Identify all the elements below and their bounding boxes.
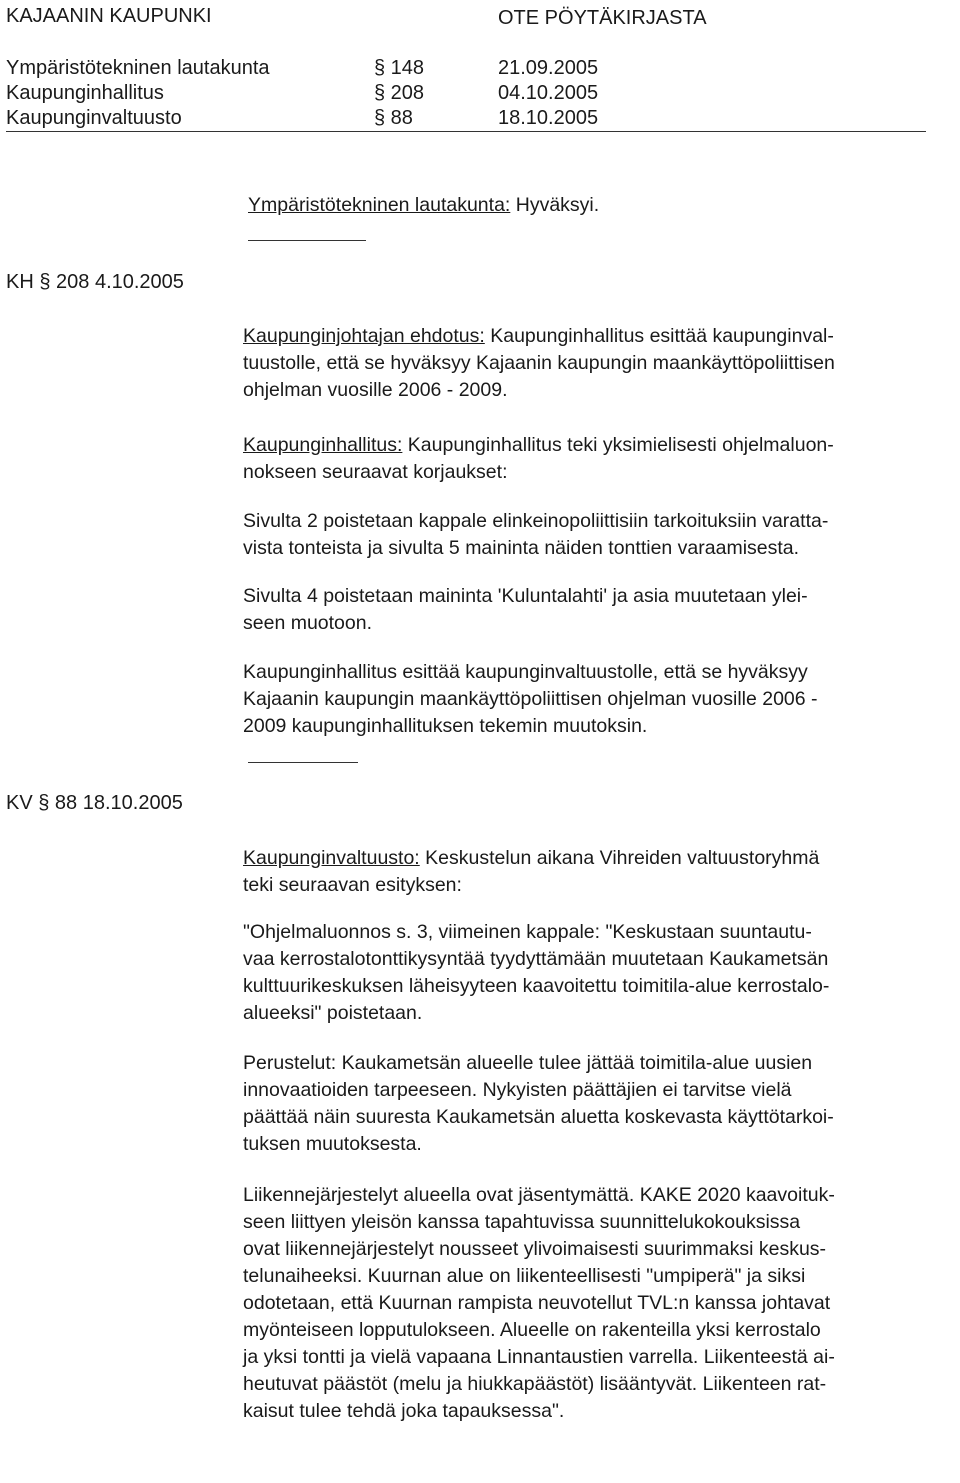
council-label: Kaupunginvaltuusto: [243, 847, 420, 869]
correction-paragraph-2 [243, 583, 943, 637]
quote-line: vaa kerrostalotonttikysyntää tyydyttämään muutetaan Kaukametsän [243, 948, 829, 970]
city-board-decision [243, 432, 943, 486]
meeting-date-1: 21.09.2005 [498, 57, 599, 79]
city-board-label: Kaupunginhallitus: [243, 434, 403, 456]
body-name-2: Kaupunginhallitus [6, 82, 164, 104]
mayor-proposal-line: tuustolle, että se hyväksyy Kajaanin kaupungin maankäyttöpoliittisen [243, 352, 835, 374]
paragraph-line: Sivulta 2 poistetaan kappale elinkeinopoliittisiin tarkoituksiin varatta- [243, 510, 829, 532]
section-number-2: § 208 [374, 82, 425, 104]
reason-line: innovaatioiden tarpeeseen. Nykyisten päättäjien ei tarvitse vielä [243, 1079, 792, 1101]
section-number-3: § 88 [374, 107, 413, 129]
paragraph-line: seen muotoon. [243, 612, 373, 634]
paragraph-line: Kaupunginhallitus esittää kaupunginvaltuustolle, että se hyväksyy [243, 661, 808, 683]
body-name-1: Ympäristötekninen lautakunta [6, 57, 270, 79]
kv-reference: KV § 88 18.10.2005 [6, 792, 183, 814]
kh-reference: KH § 208 4.10.2005 [6, 271, 184, 293]
council-intro [243, 845, 943, 899]
city-board-proposal [243, 659, 943, 740]
meeting-date-3: 18.10.2005 [498, 107, 599, 129]
mayor-proposal-line: ohjelman vuosille 2006 - 2009. [243, 379, 508, 401]
city-board-line: Kaupunginhallitus teki yksimielisesti ohjelmaluon- [402, 434, 834, 456]
city-board-line: nokseen seuraavat korjaukset: [243, 461, 508, 483]
quote-line: "Ohjelmaluonnos s. 3, viimeinen kappale: "Keskustaan suuntautu- [243, 921, 812, 943]
reason-line: Perustelut: Kaukametsän alueelle tulee jättää toimitila-alue uusien [243, 1052, 813, 1074]
proposal-reasoning [243, 1050, 943, 1158]
header-divider [6, 131, 926, 132]
environment-board-label: Ympäristötekninen lautakunta: [248, 194, 511, 216]
body-name-3: Kaupunginvaltuusto [6, 107, 182, 129]
traffic-line: heutuvat päästöt (melu ja hiukkapäästöt) lisääntyvät. Liikenteen rat- [243, 1373, 827, 1395]
mayor-proposal-line: Kaupunginhallitus esittää kaupunginval- [484, 325, 834, 347]
traffic-line: ovat liikennejärjestelyt nousseet ylivoimaisesti suurimmaksi keskus- [243, 1238, 827, 1260]
traffic-line: kaisut tulee tehdä joka tapauksessa". [243, 1400, 565, 1422]
meeting-date-2: 04.10.2005 [498, 82, 599, 104]
quote-line: alueeksi" poistetaan. [243, 1002, 423, 1024]
paragraph-line: Kajaanin kaupungin maankäyttöpoliittisen ohjelman vuosille 2006 - [243, 688, 818, 710]
paragraph-line: vista tonteista ja sivulta 5 maininta näiden tonttien varaamisesta. [243, 537, 800, 559]
environment-board-decision [248, 192, 599, 219]
council-line: teki seuraavan esityksen: [243, 874, 462, 896]
paragraph-line: 2009 kaupunginhallituksen tekemin muutoksin. [243, 715, 648, 737]
document-type: OTE PÖYTÄKIRJASTA [498, 7, 707, 29]
correction-paragraph-1 [243, 508, 943, 562]
traffic-line: odotetaan, että Kuurnan rampista neuvotellut TVL:n kanssa johtavat [243, 1292, 831, 1314]
environment-board-text: Hyväksyi. [510, 194, 600, 216]
quote-line: kulttuurikeskuksen läheisyyteen kaavoitettu toimitila-alue kerrostalo- [243, 975, 830, 997]
section-number-1: § 148 [374, 57, 425, 79]
section-divider-2 [248, 762, 358, 763]
org-name: KAJAANIN KAUPUNKI [6, 5, 212, 27]
traffic-line: myönteiseen lopputulokseen. Alueelle on rakenteilla yksi kerrostalo [243, 1319, 821, 1341]
traffic-line: ja yksi tontti ja vielä vapaana Linnantaustien varrella. Liikenteestä ai- [243, 1346, 835, 1368]
traffic-line: Liikennejärjestelyt alueella ovat jäsentymättä. KAKE 2020 kaavoituk- [243, 1184, 835, 1206]
council-line: Keskustelun aikana Vihreiden valtuustoryhmä [419, 847, 820, 869]
section-divider-1 [248, 240, 366, 241]
mayor-proposal-label: Kaupunginjohtajan ehdotus: [243, 325, 485, 347]
traffic-paragraph [243, 1182, 943, 1425]
traffic-line: seen liittyen yleisön kanssa tapahtuvissa suunnittelukokouksissa [243, 1211, 801, 1233]
reason-line: päättää näin suuresta Kaukametsän aluetta koskevasta käyttötarkoi- [243, 1106, 834, 1128]
green-group-proposal [243, 919, 943, 1027]
paragraph-line: Sivulta 4 poistetaan maininta 'Kuluntalahti' ja asia muutetaan ylei- [243, 585, 808, 607]
reason-line: tuksen muutoksesta. [243, 1133, 422, 1155]
mayor-proposal [243, 323, 943, 404]
traffic-line: telunaiheeksi. Kuurnan alue on liikenteellisesti "umpiperä" ja siksi [243, 1265, 806, 1287]
